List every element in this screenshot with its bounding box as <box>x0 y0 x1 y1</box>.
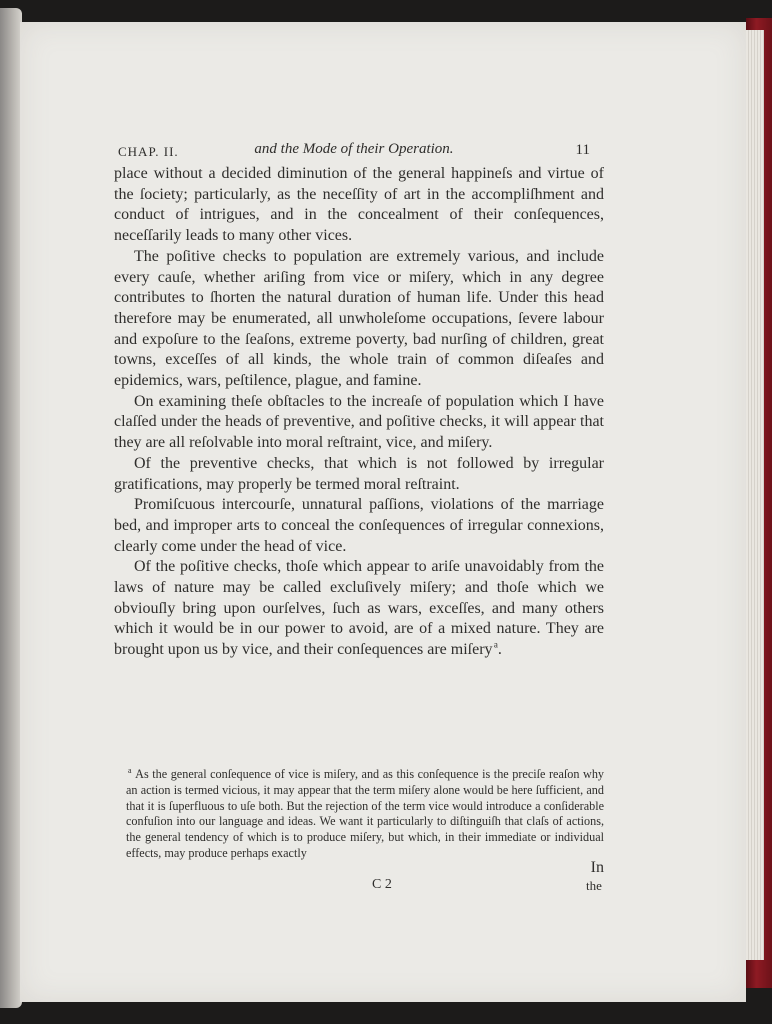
running-title: and the Mode of their Operation. <box>254 141 454 157</box>
footnote-marker: a <box>128 765 132 775</box>
paragraph: Promiſcuous intercourſe, unnatural paſſions, violations of the marriage bed, and improper arts to conceal the conſequences of irregular connexions, clearly come under the head of vice. <box>114 496 604 555</box>
running-header <box>118 141 590 161</box>
paragraph: Of the poſitive checks, thoſe which appear to ariſe unavoidably from the laws of nature may be called excluſively miſery; and thoſe which we obviouſly bring upon ourſelves, ſuch as wars, exceſſes, and many others which it would be in our power to avoid, are of a mixed nature. They are brought upon us by vice, and their conſequences are miſery $^a$. <box>114 558 604 659</box>
chapter-label: CHAP. II. <box>118 144 179 159</box>
paragraph: Of the preventive checks, that which is not followed by irregular gratifications, may properly be termed moral reſtraint. <box>114 454 604 493</box>
footnote <box>126 767 604 862</box>
catchword: In <box>590 859 604 876</box>
footnote-reference: a <box>493 639 498 650</box>
paragraph: place without a decided diminution of the general happineſs and virtue of the ſociety; particularly, as the neceſſity of art in the accompliſhment and conduct of intrigues, and in the concealment of their conſequences, neceſſarily leads to many other vices. <box>114 165 604 245</box>
page-block-edge <box>746 30 764 960</box>
paragraph: The poſitive checks to population are extremely various, and include every cauſe, whether ariſing from vice or miſery, which in any degree contributes to ſhorten the natural duration of human life. Under this head therefore may be enumerated, all unwholeſome occupations, ſevere labour and expoſure to the ſeaſons, extreme poverty, bad nurſing of children, great towns, exceſſes of all kinds, the whole train of common diſeaſes and epidemics, wars, peſtilence, plague, and famine. <box>114 247 604 390</box>
facing-page-edge <box>0 8 22 1008</box>
footer-catchword: the <box>586 878 602 893</box>
book-page <box>20 22 746 1002</box>
paragraph-text: Of the poſitive checks, thoſe which appear to ariſe unavoidably from the laws of nature may be called excluſively miſery; and thoſe which we obviouſly bring upon ourſelves, ſuch as wars, exceſſes, and many others which it would be in our power to avoid, are of a mixed nature. They are brought upon us by vice, and their conſequences are miſery <box>114 558 604 659</box>
footnote-text: As the general conſequence of vice is miſery, and as this conſequence is the preciſe reaſon why an action is termed vicious, it may appear that the term miſery alone would be here ſufficient, and that it is ſuperfluous to uſe both. But the rejection of the term vice would introduce a conſiderable confuſion into our language and ideas. We want it particularly to diſtinguiſh that claſs of actions, the general tendency of which is to produce miſery, but which, in their immediate or individual effects, may produce perhaps exactly <box>126 767 605 860</box>
page-number: 11 <box>575 142 590 158</box>
footnote-paragraph <box>126 767 604 862</box>
signature-mark: C 2 <box>372 877 392 892</box>
paragraph: On examining theſe obſtacles to the increaſe of population which I have claſſed under the heads of preventive, and poſitive checks, it will appear that they are all reſolvable into moral reſtraint, vice, and miſery. <box>114 392 604 452</box>
